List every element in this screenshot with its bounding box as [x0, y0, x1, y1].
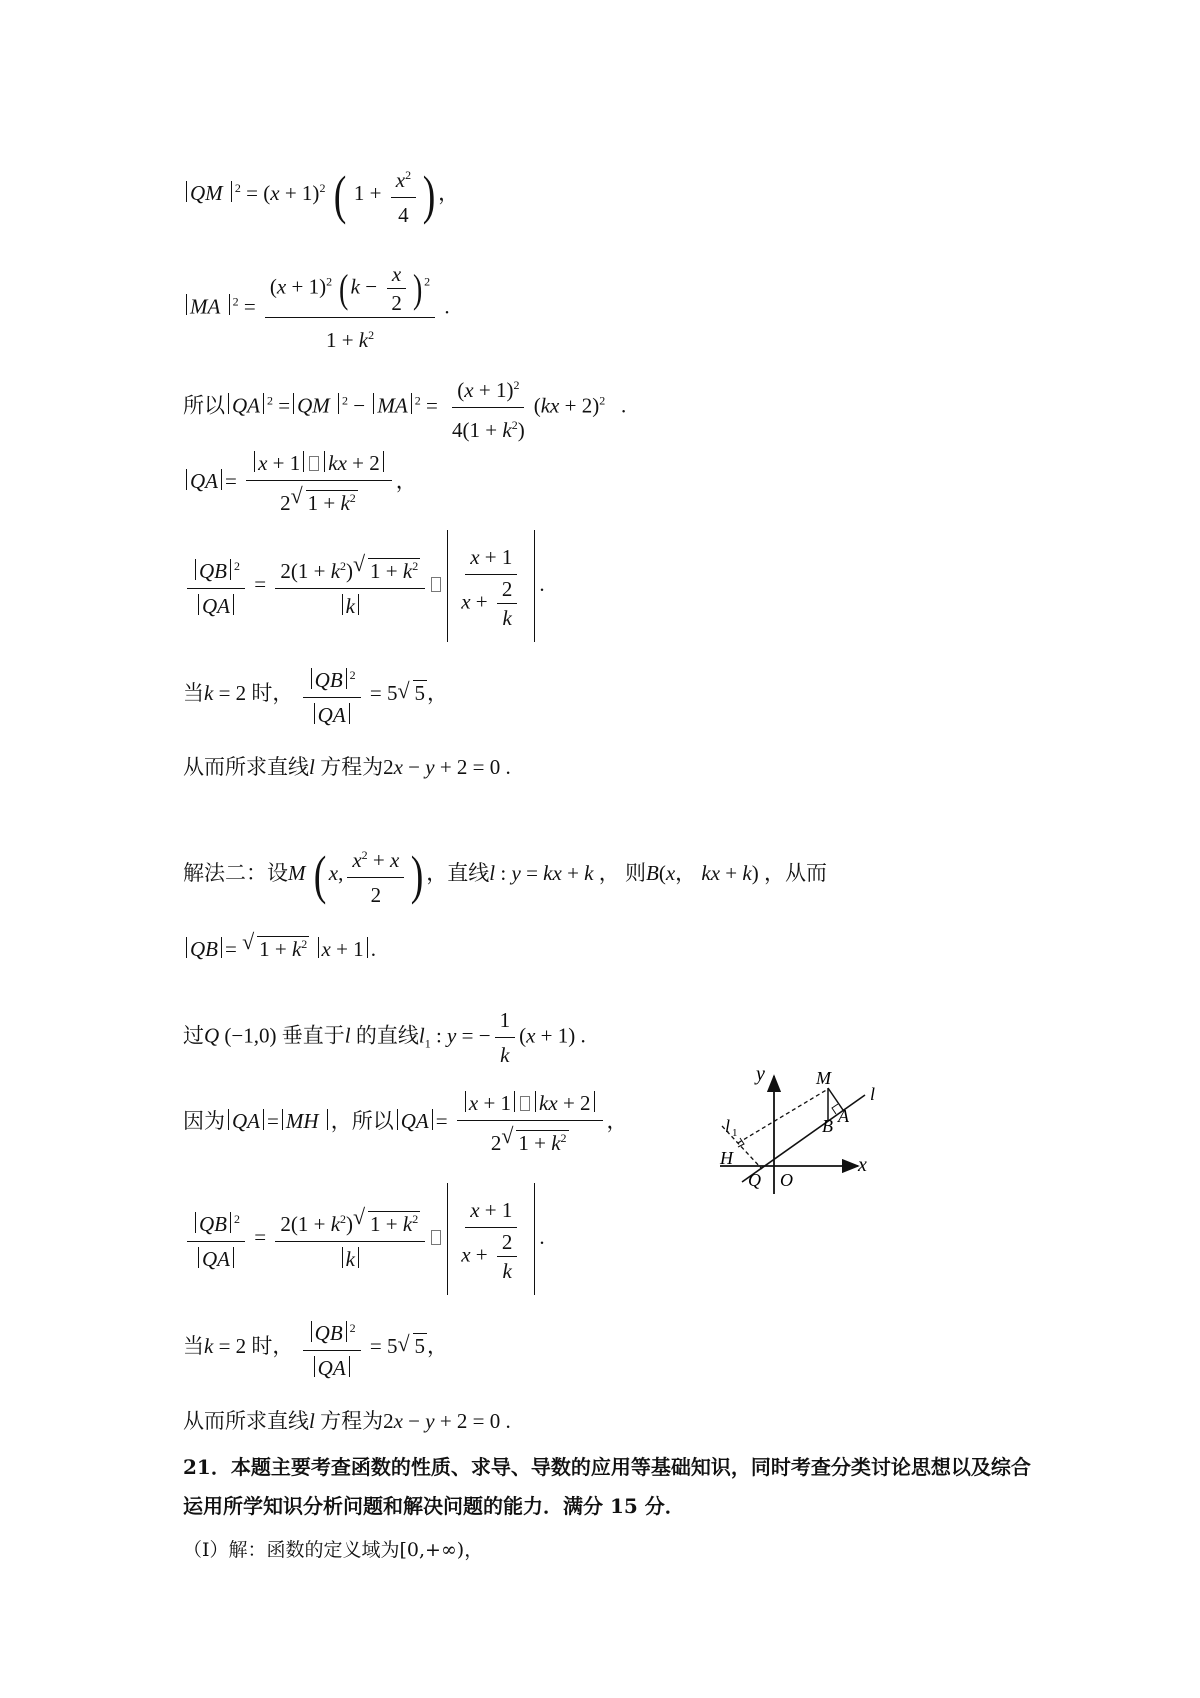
text-congersuo: 从而所求直线	[183, 755, 309, 779]
eq-qa-mh: 因为 QA = MH ，所以 QA = $\frac{x + 1 kx + 2}{2√ 1 + k^2}$ ，	[183, 1088, 628, 1158]
segment-hm	[738, 1089, 828, 1143]
eq-qm-squared: QM $^2 = (x + 1)^2$ ( 1 + $\frac{x^2}{4}$ ) ，	[183, 160, 459, 230]
text-congersuo-2: 从而所求直线	[183, 1409, 309, 1433]
label-o: O	[780, 1170, 793, 1190]
text-congier: ，从而	[763, 860, 827, 885]
text-fangchengwei: 方程为	[320, 755, 384, 779]
eq-qb2-over-qa-2: $\frac{QB ^2}{QA}$ = $\frac{2(1 + k^2)√ 1 + k^2}{k}$ x + 1 x + $\frac{2}{k}$ .	[183, 1183, 545, 1295]
eq-ma-squared: MA $^2$ = $(x + 1)^2$ (k − $\frac{x}{2}$ ) $^2$ $1 + k^2$ .	[183, 262, 450, 355]
text-shi: 时，	[251, 680, 294, 705]
eq-k2-result: 当k = 2 时， $\frac{QB ^2}{QA}$ = 5√ 5，	[183, 660, 448, 730]
part-one: （Ⅰ）解：函数的定义域为[0,+∞)，	[183, 1539, 484, 1561]
text-dezhixian: 的直线	[355, 1023, 419, 1048]
eq-qb: QB = √ $1 + k^2$ x + 1 .	[183, 930, 376, 963]
label-y: y	[756, 1070, 765, 1085]
text-dang-2: 当	[183, 1333, 204, 1358]
label-b: B	[822, 1116, 833, 1136]
eq-qa-squared: 所以 QA $^2$ = QM $^2$ − MA $^2$ = $\frac{(x + 1)^2}{4(1 + k^2)}$ (kx + 2)$^2$ .	[183, 370, 626, 445]
text-dang: 当	[183, 680, 204, 705]
text-jiefaer: 解法二：设	[183, 860, 288, 885]
label-q: Q	[748, 1170, 761, 1190]
question-21-line2: 运用所学知识分析问题和解决问题的能力．满分 15 分．	[183, 1494, 685, 1518]
text-suoyi2: ，所以	[330, 1108, 394, 1133]
eq-qb2-over-qa: $\frac{QB ^2}{QA}$ = $\frac{2(1 + k^2)√ 1 + k^2}{k}$ x + 1 x + $\frac{2}{k}$ .	[183, 530, 545, 642]
geometry-figure	[700, 1070, 920, 1210]
method-two-setup: 解法二：设M ( x, $\frac{x^2 + x}{2}$ ) ，直线l : y = kx + k ， 则B(x， kx + k) ，从而	[183, 840, 827, 910]
label-l1: l	[725, 1116, 731, 1136]
label-x: x	[858, 1154, 867, 1176]
label-l1-sub: 1	[732, 1127, 738, 1139]
label-l: l	[870, 1084, 876, 1104]
text-shi-2: 时，	[251, 1333, 294, 1358]
text-guo: 过	[183, 1023, 204, 1048]
text-yinwei: 因为	[183, 1108, 225, 1133]
eq-perp-line: 过Q (−1,0) 垂直于l 的直线$l_1$ : y = − $\frac{1}{k}$ (x + 1) .	[183, 1005, 586, 1070]
text-suoyi: 所以	[183, 393, 225, 418]
text-ze: 则	[624, 860, 646, 885]
label-a: A	[838, 1106, 849, 1126]
text-zhixian: 直线	[447, 860, 490, 885]
eq-qa: QA = $\frac{x + 1 kx + 2}{2√ 1 + k^2}$ ，	[183, 448, 417, 518]
eq-k2-result-2: 当k = 2 时， $\frac{QB ^2}{QA}$ = 5√ 5，	[183, 1313, 448, 1383]
text-chuizhiyu: 垂直于	[281, 1023, 345, 1048]
label-m: M	[816, 1070, 831, 1088]
eq-line-result: 从而所求直线l 方程为2x − y + 2 = 0 .	[183, 755, 511, 779]
text-fangchengwei-2: 方程为	[320, 1409, 384, 1433]
question-21-line1: 21．本题主要考查函数的性质、求导、导数的应用等基础知识，同时考查分类讨论思想以及综合	[183, 1455, 1031, 1479]
eq-line-result-2: 从而所求直线l 方程为2x − y + 2 = 0 .	[183, 1409, 511, 1433]
label-h: H	[720, 1148, 733, 1168]
